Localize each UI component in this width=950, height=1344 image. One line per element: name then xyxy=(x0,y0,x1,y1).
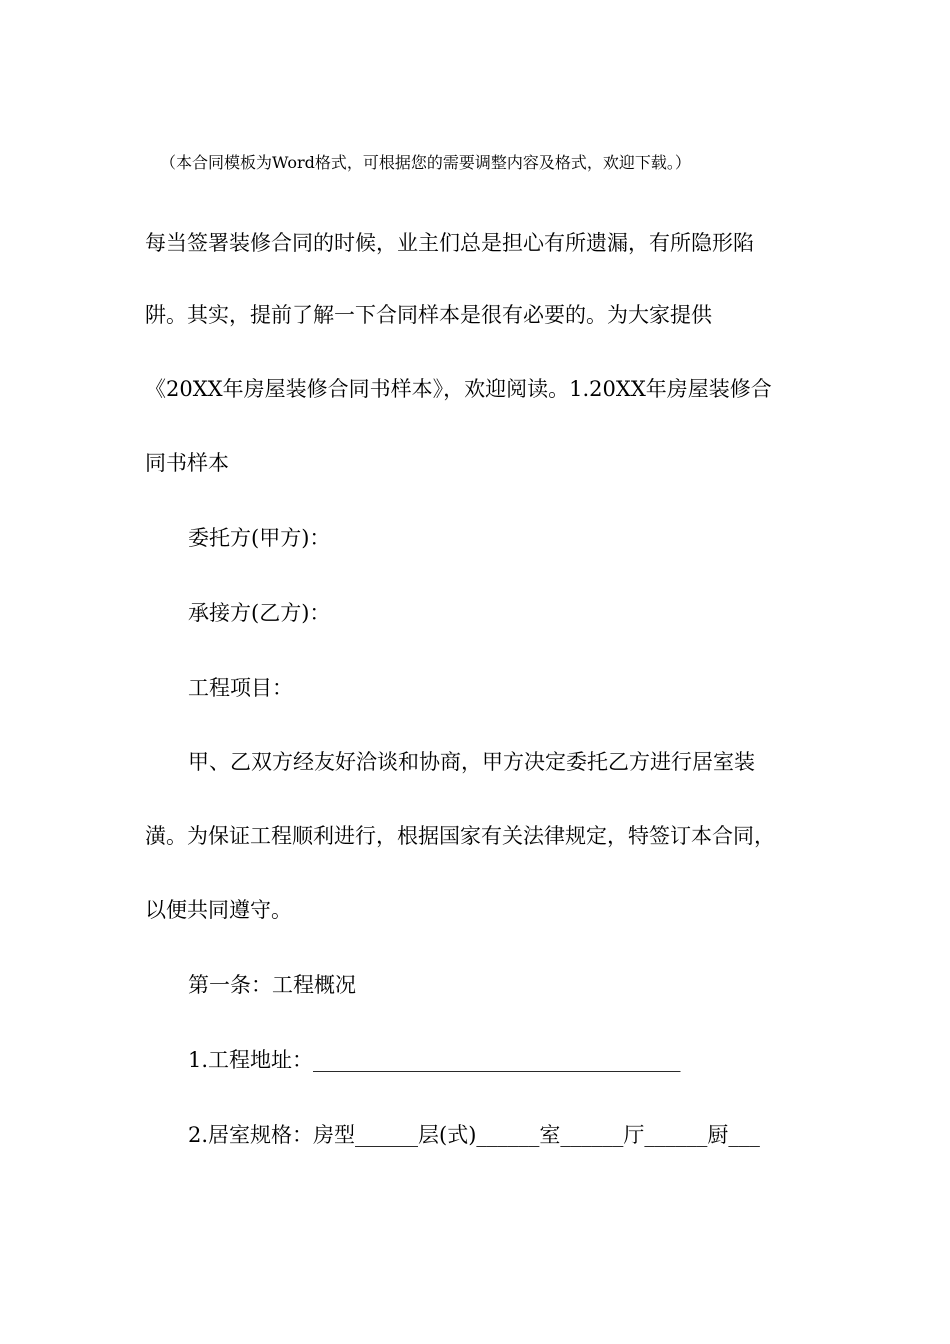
article-one-heading: 第一条：工程概况 xyxy=(188,973,356,997)
intro-line-1: 每当签署装修合同的时候，业主们总是担心有所遗漏，有所隐形陷 xyxy=(145,231,754,255)
room-spec-line: 2.居室规格：房型______层(式)______室______厅______厨___ xyxy=(188,1123,760,1147)
project-address-line: 1.工程地址：___________________________________ xyxy=(188,1048,681,1072)
agreement-line-3: 以便共同遵守。 xyxy=(145,898,292,922)
intro-line-3: 《20XX年房屋装修合同书样本》，欢迎阅读。1.20XX年房屋装修合 xyxy=(145,377,772,401)
intro-line-2: 阱。其实，提前了解一下合同样本是很有必要的。为大家提供 xyxy=(145,303,712,327)
project-label: 工程项目： xyxy=(188,676,293,700)
agreement-line-2: 潢。为保证工程顺利进行，根据国家有关法律规定，特签订本合同， xyxy=(145,824,775,848)
party-a-label: 委托方(甲方)： xyxy=(188,526,331,550)
agreement-line-1: 甲、乙双方经友好洽谈和协商，甲方决定委托乙方进行居室装 xyxy=(188,750,755,774)
intro-line-4: 同书样本 xyxy=(145,451,229,475)
party-b-label: 承接方(乙方)： xyxy=(188,601,331,625)
template-note: （本合同模板为Word格式，可根据您的需要调整内容及格式，欢迎下载。） xyxy=(160,153,691,172)
